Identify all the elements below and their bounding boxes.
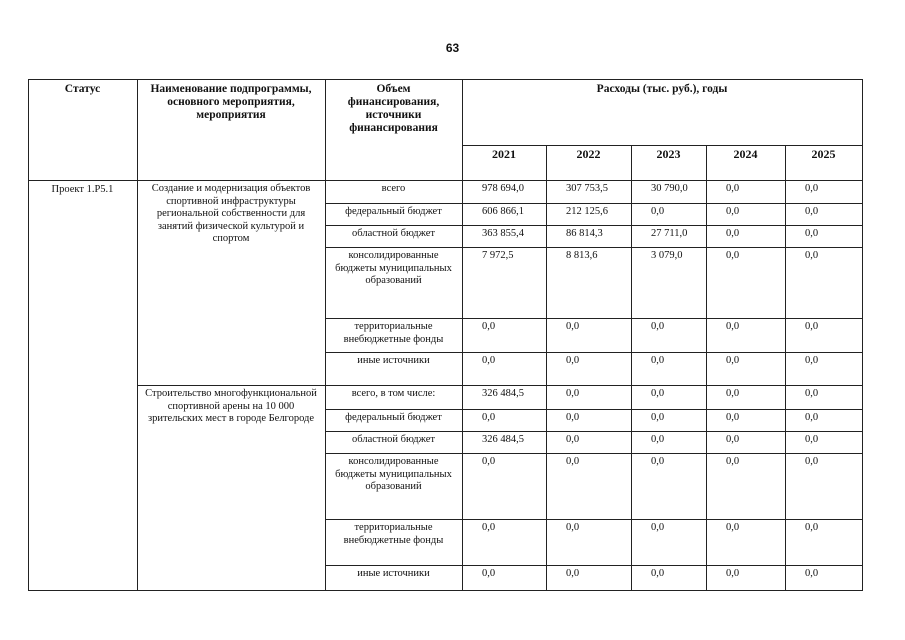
header-year: 2024 <box>733 147 758 161</box>
table-border <box>325 352 863 353</box>
table-border <box>325 318 863 319</box>
table-border <box>137 79 138 591</box>
header-volume: Объем финансирования, источники финансирования <box>347 83 440 134</box>
amount-cell: 3 079,0 <box>651 250 683 261</box>
amount-cell: 0,0 <box>726 522 740 533</box>
funding-source: всего <box>381 183 406 194</box>
funding-source: областной бюджет <box>352 228 435 239</box>
amount-cell: 0,0 <box>726 355 740 366</box>
header-year: 2022 <box>576 147 601 161</box>
funding-source: территориальные внебюджетные фонды <box>343 321 444 345</box>
funding-source: иные источники <box>357 568 430 579</box>
table-border <box>546 145 547 591</box>
page-number: 63 <box>445 41 460 55</box>
amount-cell: 0,0 <box>651 434 665 445</box>
amount-cell: 0,0 <box>726 228 740 239</box>
table-border <box>462 145 863 146</box>
table-border <box>325 409 863 410</box>
amount-cell: 0,0 <box>482 568 496 579</box>
table-border <box>325 225 863 226</box>
amount-cell: 0,0 <box>566 412 580 423</box>
amount-cell: 0,0 <box>805 412 819 423</box>
amount-cell: 0,0 <box>482 321 496 332</box>
amount-cell: 0,0 <box>726 206 740 217</box>
activity-name: Строительство многофункциональной спортивной арены на 10 000 зрительских мест в городе Белгороде <box>145 388 317 424</box>
table-border <box>325 519 863 520</box>
table-border <box>28 79 29 591</box>
amount-cell: 0,0 <box>726 250 740 261</box>
table-border <box>28 79 863 80</box>
amount-cell: 212 125,6 <box>566 206 608 217</box>
amount-cell: 0,0 <box>566 355 580 366</box>
table-border <box>706 145 707 591</box>
amount-cell: 307 753,5 <box>566 183 608 194</box>
amount-cell: 27 711,0 <box>651 228 688 239</box>
header-year: 2023 <box>656 147 681 161</box>
header-status: Статус <box>64 83 101 95</box>
amount-cell: 0,0 <box>566 456 580 467</box>
status-cell: Проект 1.P5.1 <box>51 184 114 195</box>
amount-cell: 0,0 <box>566 568 580 579</box>
funding-source: всего, в том числе: <box>351 388 436 399</box>
amount-cell: 0,0 <box>805 522 819 533</box>
amount-cell: 0,0 <box>482 412 496 423</box>
amount-cell: 0,0 <box>805 388 819 399</box>
table-border <box>137 385 863 386</box>
amount-cell: 0,0 <box>726 321 740 332</box>
table-border <box>325 431 863 432</box>
amount-cell: 0,0 <box>482 456 496 467</box>
table-border <box>631 145 632 591</box>
amount-cell: 0,0 <box>805 206 819 217</box>
amount-cell: 363 855,4 <box>482 228 524 239</box>
amount-cell: 0,0 <box>805 183 819 194</box>
amount-cell: 0,0 <box>651 456 665 467</box>
amount-cell: 0,0 <box>651 321 665 332</box>
amount-cell: 0,0 <box>651 206 665 217</box>
amount-cell: 0,0 <box>651 388 665 399</box>
table-border <box>785 145 786 591</box>
table-border <box>862 79 863 591</box>
amount-cell: 978 694,0 <box>482 183 524 194</box>
funding-source: консолидированные бюджеты муниципальных образований <box>335 456 452 492</box>
table-border <box>462 79 463 591</box>
table-border <box>28 180 863 181</box>
amount-cell: 0,0 <box>805 456 819 467</box>
amount-cell: 86 814,3 <box>566 228 603 239</box>
table-border <box>325 453 863 454</box>
funding-source: иные источники <box>357 355 430 366</box>
amount-cell: 0,0 <box>805 250 819 261</box>
amount-cell: 0,0 <box>651 568 665 579</box>
amount-cell: 0,0 <box>566 388 580 399</box>
amount-cell: 0,0 <box>566 321 580 332</box>
amount-cell: 0,0 <box>805 321 819 332</box>
amount-cell: 0,0 <box>482 522 496 533</box>
amount-cell: 30 790,0 <box>651 183 688 194</box>
funding-source: федеральный бюджет <box>345 206 442 217</box>
amount-cell: 0,0 <box>482 355 496 366</box>
header-name: Наименование подпрограммы, основного мероприятия, мероприятия <box>150 83 312 121</box>
amount-cell: 0,0 <box>726 412 740 423</box>
amount-cell: 0,0 <box>566 434 580 445</box>
amount-cell: 0,0 <box>726 456 740 467</box>
amount-cell: 0,0 <box>726 568 740 579</box>
amount-cell: 0,0 <box>651 522 665 533</box>
funding-source: федеральный бюджет <box>345 412 442 423</box>
table-border <box>325 247 863 248</box>
amount-cell: 606 866,1 <box>482 206 524 217</box>
amount-cell: 0,0 <box>805 568 819 579</box>
activity-name: Создание и модернизация объектов спортивной инфраструктуры региональной собственности для занятий физической культурой и спортом <box>151 183 311 244</box>
amount-cell: 0,0 <box>726 434 740 445</box>
amount-cell: 0,0 <box>805 434 819 445</box>
table-border <box>325 565 863 566</box>
table-border <box>28 590 863 591</box>
funding-source: консолидированные бюджеты муниципальных образований <box>335 250 452 286</box>
amount-cell: 0,0 <box>566 522 580 533</box>
amount-cell: 0,0 <box>805 355 819 366</box>
header-year: 2021 <box>492 147 516 161</box>
amount-cell: 0,0 <box>805 228 819 239</box>
amount-cell: 326 484,5 <box>482 434 524 445</box>
amount-cell: 0,0 <box>651 412 665 423</box>
amount-cell: 0,0 <box>651 355 665 366</box>
funding-source: территориальные внебюджетные фонды <box>343 522 444 546</box>
amount-cell: 326 484,5 <box>482 388 524 399</box>
header-expenses: Расходы (тыс. руб.), годы <box>596 83 728 95</box>
funding-source: областной бюджет <box>352 434 435 445</box>
amount-cell: 0,0 <box>726 388 740 399</box>
amount-cell: 0,0 <box>726 183 740 194</box>
amount-cell: 7 972,5 <box>482 250 514 261</box>
table-border <box>325 79 326 591</box>
amount-cell: 8 813,6 <box>566 250 598 261</box>
table-border <box>325 203 863 204</box>
header-year: 2025 <box>811 147 836 161</box>
